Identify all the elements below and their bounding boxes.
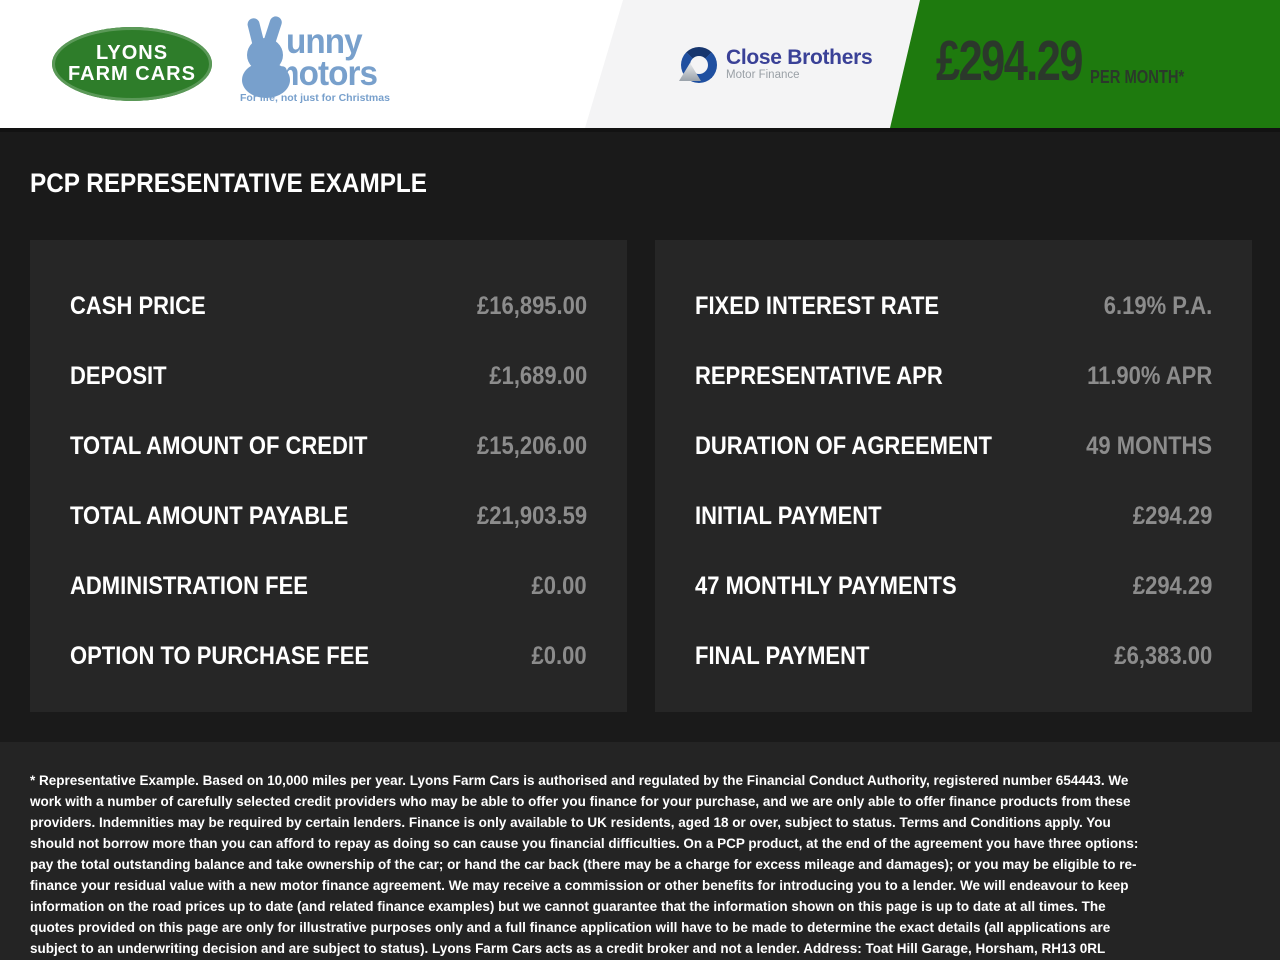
finance-row <box>695 621 1212 691</box>
finance-row-label: FIXED INTEREST RATE <box>695 291 940 320</box>
finance-row <box>695 551 1212 621</box>
finance-row-value: 49 MONTHS <box>1086 431 1212 460</box>
finance-row-label: TOTAL AMOUNT OF CREDIT <box>70 431 368 460</box>
finance-row <box>70 621 587 691</box>
finance-row-label: DEPOSIT <box>70 361 167 390</box>
finance-row-label: CASH PRICE <box>70 291 206 320</box>
dealer-logo-line2: FARM CARS <box>68 63 196 85</box>
finance-row <box>70 341 587 411</box>
finance-row-label: OPTION TO PURCHASE FEE <box>70 641 370 670</box>
finance-row-value: 6.19% P.A. <box>1103 291 1212 320</box>
dealer-logo-line1: LYONS <box>95 42 169 64</box>
lender-subtitle: Motor Finance <box>726 69 800 81</box>
finance-row <box>695 271 1212 341</box>
finance-row <box>70 481 587 551</box>
disclaimer-text: * Representative Example. Based on 10,000 miles per year. Lyons Farm Cars is authorised and regulated by the Financial Conduct Authority, registered number 654443. We work with a number of carefully selected credit providers who may be able to offer you finance for your purchase, and we are only able to offer finance products from these providers. Indemnities may be required by certain lenders. Finance is only available to UK residents, aged 18 or over, subject to status. Terms and Conditions apply. You should not borrow more than you can afford to repay as doing so can cause you financial difficulties. On a PCP product, at the end of the agreement you have three options: pay the total outstanding balance and take ownership of the car; or hand the car back (there may be a charge for excess mileage and damages); or you may be eligible to re-finance your residual value with a new motor finance agreement. We may receive a commission or other benefits for introducing you to a lender. We will endeavour to keep information on the road prices up to date (and related finance examples) but we cannot guarantee that the information shown on this page is up to date at all times. The quotes provided on this page are only for illustrative purposes only and a full finance application will have to be made to determine the exact details (all applications are subject to an underwriting decision and are subject to status). Lyons Farm Cars acts as a credit broker and not a lender. Address: Toat Hill Garage, Horsham, RH13 0RL <box>30 773 1139 956</box>
page-title: PCP REPRESENTATIVE EXAMPLE <box>30 168 427 198</box>
finance-row-label: INITIAL PAYMENT <box>695 501 882 530</box>
finance-panel-right <box>655 240 1252 712</box>
bunny-motors-logo <box>238 16 388 108</box>
bunny-logo-word2: motors <box>270 54 377 93</box>
finance-row <box>70 411 587 481</box>
finance-row-label: DURATION OF AGREEMENT <box>695 431 992 460</box>
finance-row-label: TOTAL AMOUNT PAYABLE <box>70 501 349 530</box>
finance-row-value: £1,689.00 <box>489 361 587 390</box>
finance-row-value: £294.29 <box>1132 501 1212 530</box>
close-brothers-logo <box>681 47 872 85</box>
dealer-logo <box>52 27 212 101</box>
finance-row-value: £6,383.00 <box>1114 641 1212 670</box>
close-brothers-icon <box>681 47 717 83</box>
finance-row-value: £294.29 <box>1132 571 1212 600</box>
finance-row <box>695 481 1212 551</box>
finance-row-label: ADMINISTRATION FEE <box>70 571 308 600</box>
finance-row-value: £0.00 <box>531 641 587 670</box>
finance-row-value: £15,206.00 <box>476 431 587 460</box>
header-banner <box>0 0 1280 128</box>
finance-row <box>70 551 587 621</box>
finance-row <box>695 341 1212 411</box>
finance-row <box>70 271 587 341</box>
finance-row-label: 47 MONTHLY PAYMENTS <box>695 571 957 600</box>
bunny-logo-word1: unny <box>286 22 362 61</box>
finance-row-value: £21,903.59 <box>476 501 587 530</box>
footer-disclaimer-band <box>0 742 1280 960</box>
bunny-logo-tagline: For life, not just for Christmas <box>240 92 390 104</box>
monthly-price-suffix: PER MONTH* <box>1090 67 1185 87</box>
lender-name: Close Brothers <box>726 46 873 69</box>
finance-row-label: REPRESENTATIVE APR <box>695 361 943 390</box>
finance-row <box>695 411 1212 481</box>
monthly-price-amount: £294.29 <box>936 29 1082 93</box>
finance-row-value: £16,895.00 <box>476 291 587 320</box>
finance-row-value: £0.00 <box>531 571 587 600</box>
finance-row-label: FINAL PAYMENT <box>695 641 870 670</box>
finance-panel-left <box>30 240 627 712</box>
finance-row-value: 11.90% APR <box>1086 361 1212 390</box>
monthly-price <box>936 29 1205 93</box>
